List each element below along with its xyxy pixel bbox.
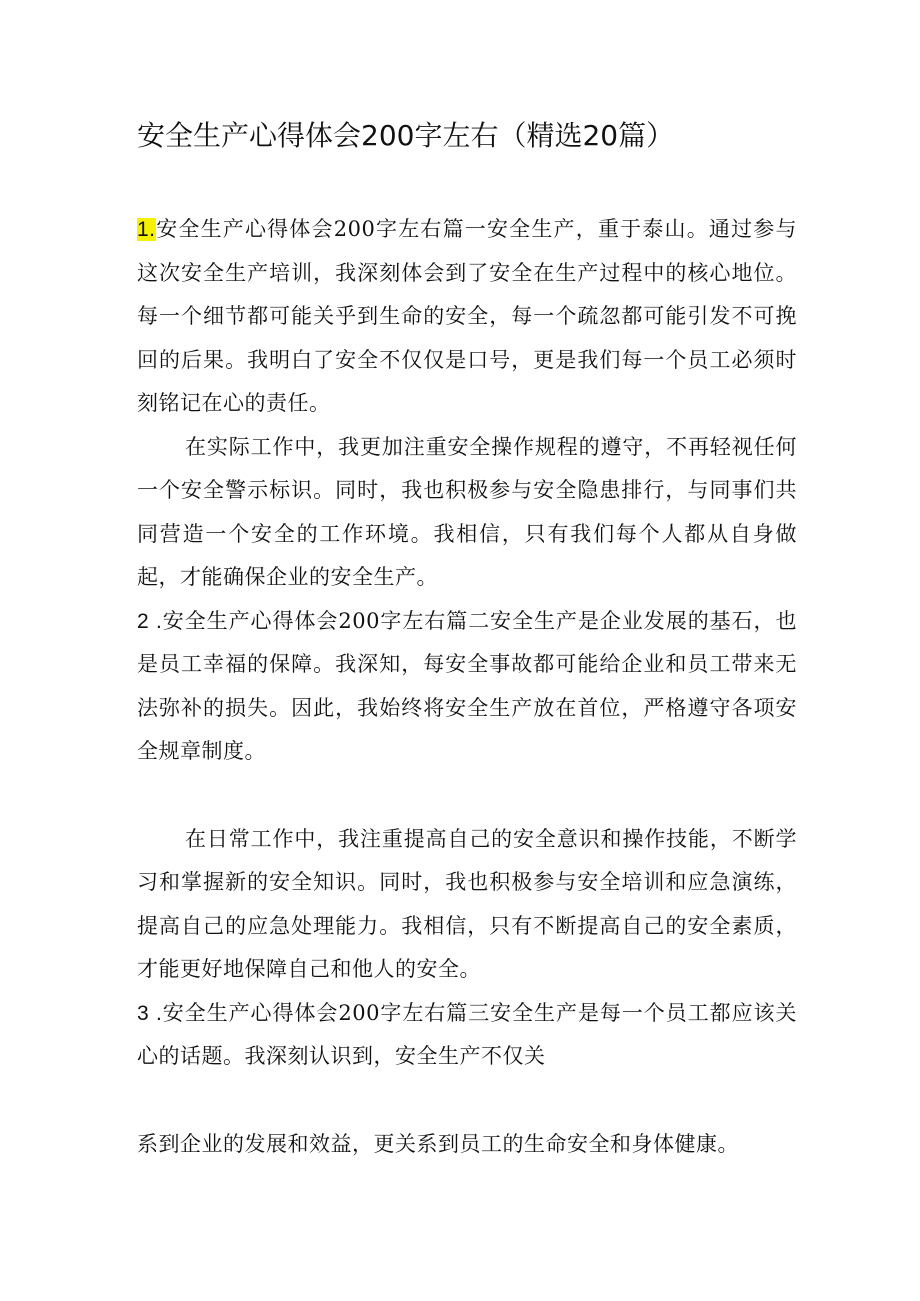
paragraph-gap	[137, 774, 797, 818]
section-1-paragraph-2: 在实际工作中，我更加注重安全操作规程的遵守，不再轻视任何一个安全警示标识。同时，我也积极参与安全隐患排行，与同事们共同营造一个安全的工作环境。我相信，只有我们每个人都从自身做起，才能确保企业的安全生产。	[137, 434, 797, 589]
section-1-text-1: 安全生产心得体会200字左右篇一安全生产，重于泰山。通过参与这次安全生产培训，我深刻体会到了安全在生产过程中的核心地位。每一个细节都可能关乎到生命的安全，每一个疏忽都可能引发不可挽回的后果。我明白了安全不仅仅是口号，更是我们每一个员工必须时刻铭记在心的责任。	[137, 217, 797, 415]
section-2-paragraph-1	[137, 600, 797, 774]
section-1-number: 1.	[137, 218, 156, 241]
section-2-text-1: 安全生产心得体会200字左右篇二安全生产是企业发展的基石，也是员工幸福的保障。我深知，每安全事故都可能给企业和员工带来无法弥补的损失。因此，我始终将安全生产放在首位，严格遵守各项安全规章制度。	[137, 608, 797, 763]
document-title: 安全生产心得体会200字左右（精选20篇）	[137, 119, 675, 152]
section-3-text-1: 安全生产心得体会200字左右篇三安全生产是每一个员工都应该关心的话题。我深刻认识到，安全生产不仅关	[137, 1000, 797, 1068]
section-2-number: 2 .	[137, 609, 163, 633]
section-3-paragraph-2: 系到企业的发展和效益，更关系到员工的生命安全和身体健康。	[137, 1131, 739, 1156]
document-body	[137, 208, 797, 1166]
section-3-paragraph-1	[137, 992, 797, 1079]
page-break-gap	[137, 1079, 797, 1123]
section-2-paragraph-2: 在日常工作中，我注重提高自己的安全意识和操作技能，不断学习和掌握新的安全知识。同时，我也积极参与安全培训和应急演练，提高自己的应急处理能力。我相信，只有不断提高自己的安全素质，才能更好地保障自己和他人的安全。	[137, 826, 797, 981]
section-3-number: 3 .	[137, 1001, 163, 1025]
section-1-paragraph-1	[137, 208, 797, 426]
